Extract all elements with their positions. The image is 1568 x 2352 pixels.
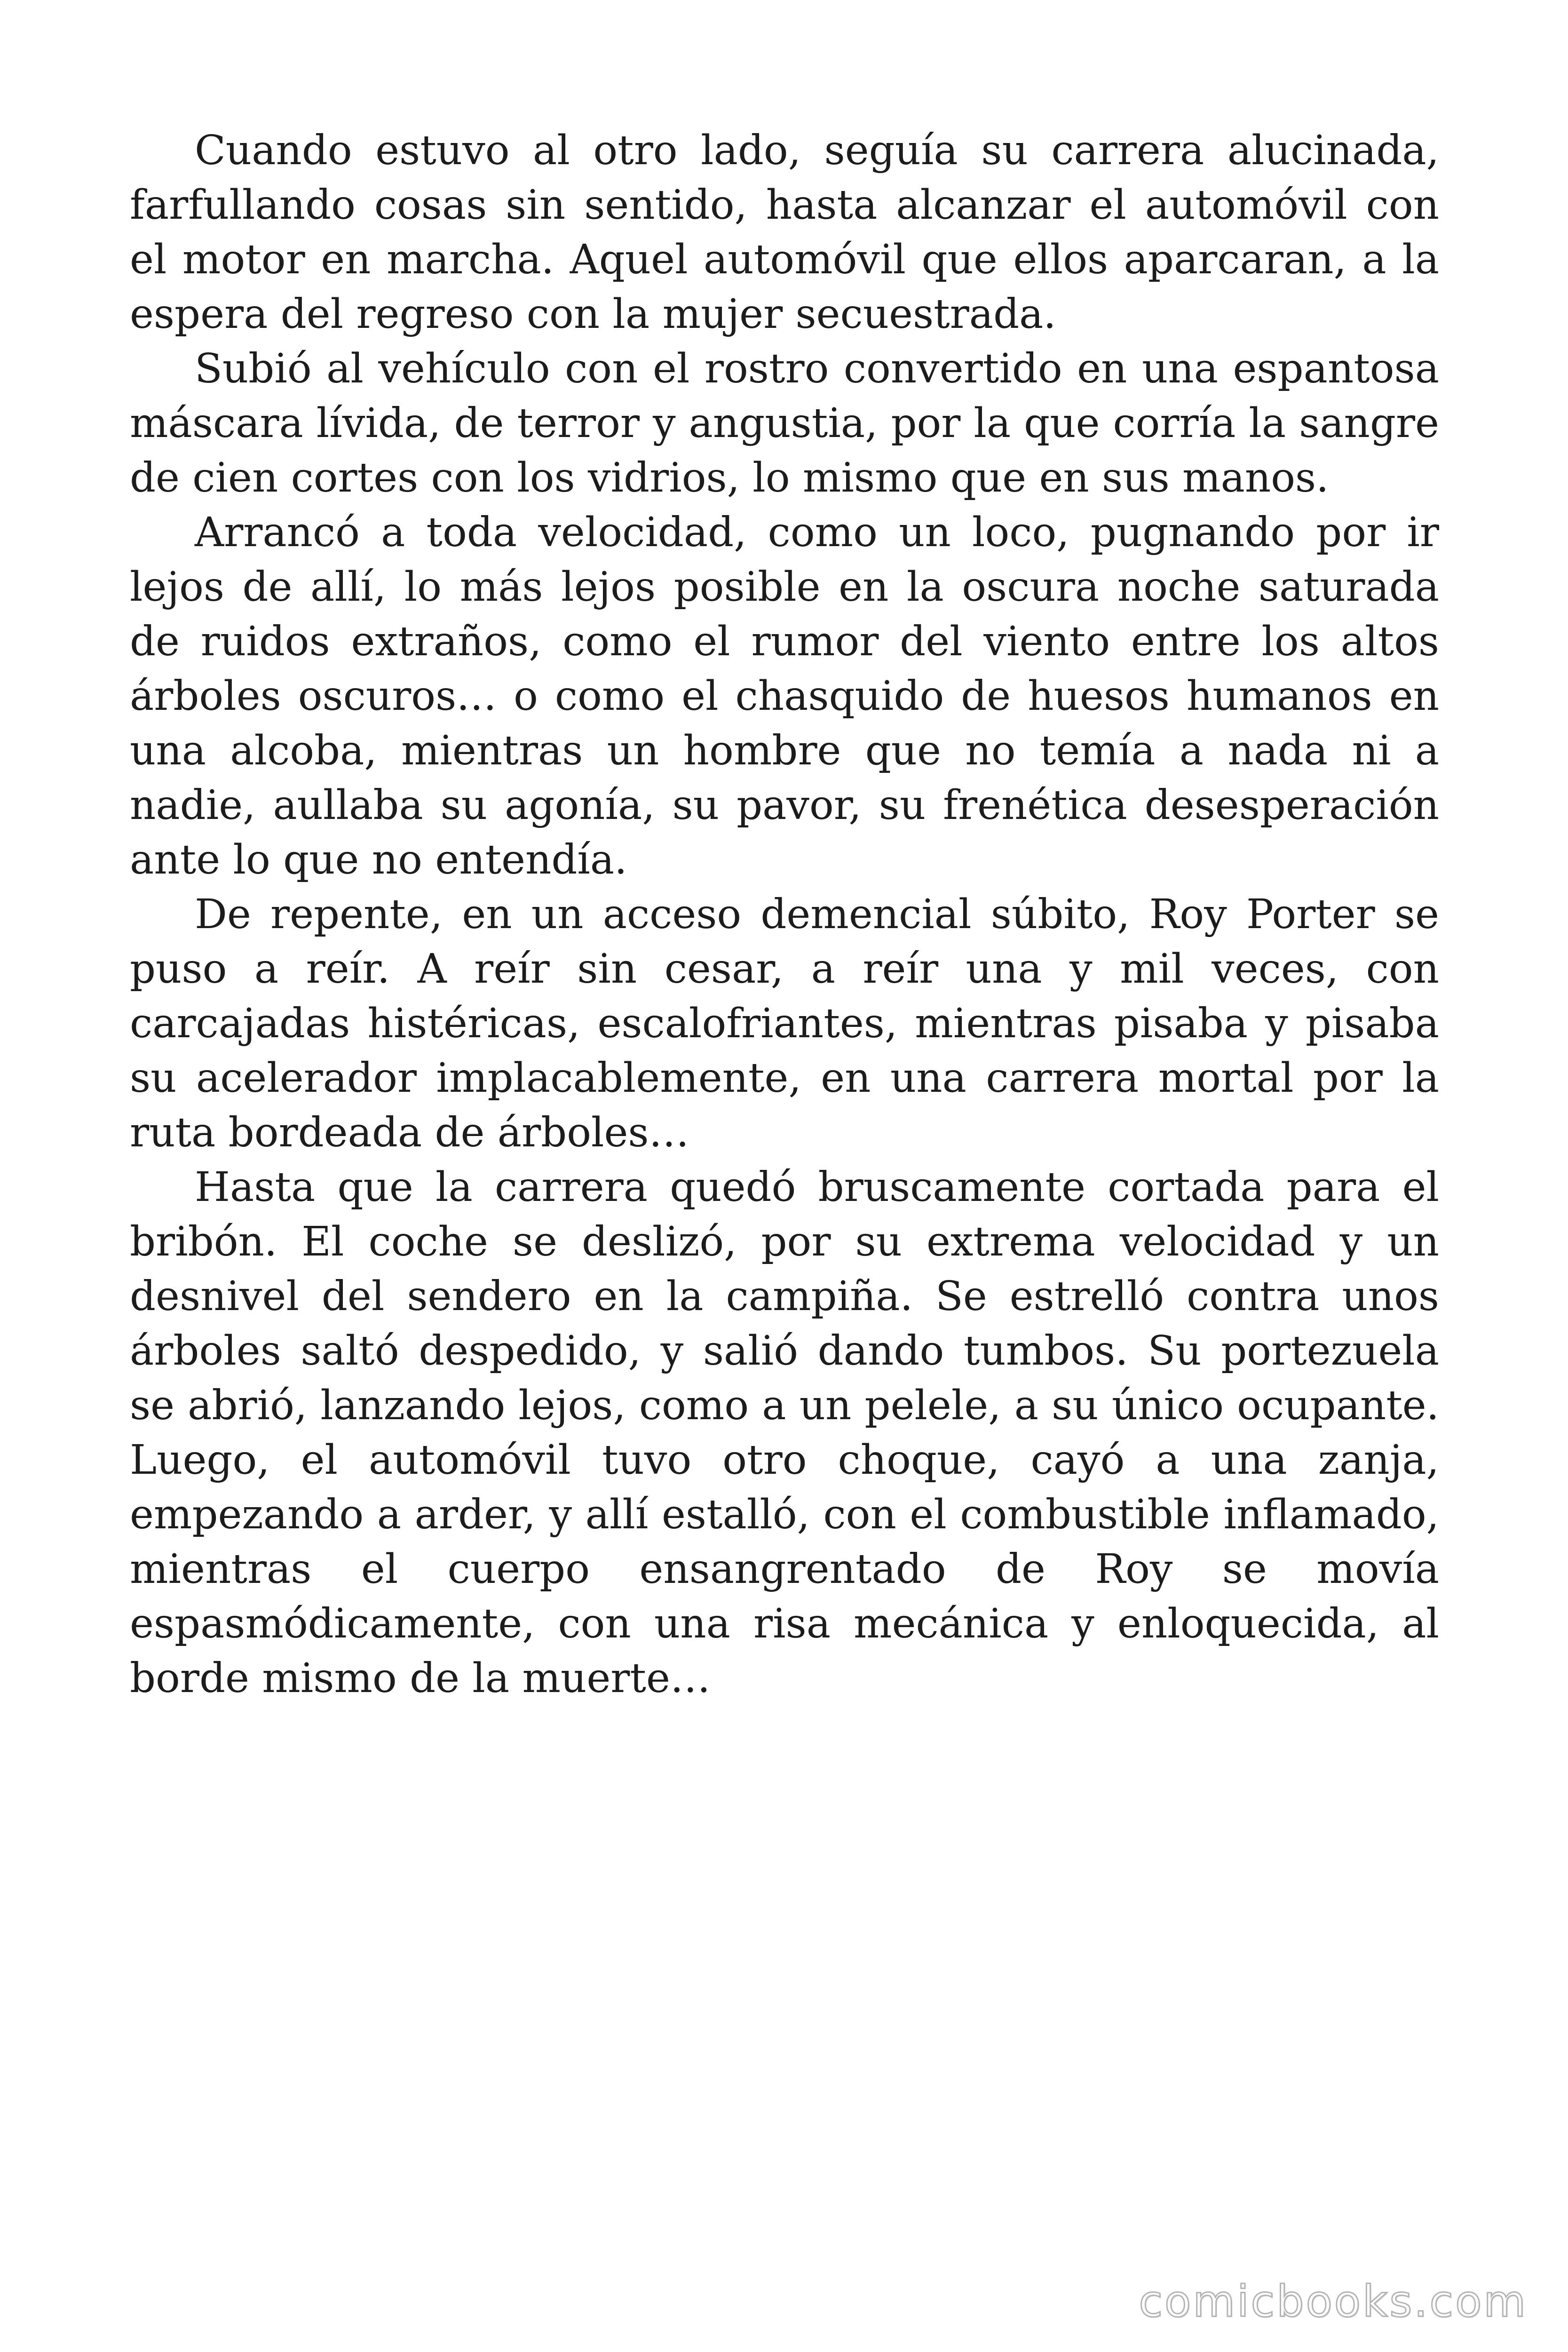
paragraph-5: Hasta que la carrera quedó bruscamente cortada para el bribón. El coche se deslizó, por su extrema velocidad y un desnivel del sendero en la campiña. Se estrelló contra unos árboles saltó despedido, y salió dando tumbos. Su portezuela se abrió, lanzando lejos, como a un pelele, a su único ocupante. Luego, el automóvil tuvo otro choque, cayó a una zanja, empezando a arder, y allí estalló, con el combustible inflamado, mientras el cuerpo ensangrentado de Roy se movía espasmódicamente, con una risa mecánica y enloquecida, al borde mismo de la muerte… bbox=[130, 1164, 1439, 1702]
paragraph-3: Arrancó a toda velocidad, como un loco, pugnando por ir lejos de allí, lo más lejos posible en la oscura noche saturada de ruidos extraños, como el rumor del viento entre los altos árboles oscuros… o como el chasquido de huesos humanos en una alcoba, mientras un hombre que no temía a nada ni a nadie, aullaba su agonía, su pavor, su frenética desesperación ante lo que no entendía. bbox=[130, 509, 1439, 883]
paragraph-1: Cuando estuvo al otro lado, seguía su carrera alucinada, farfullando cosas sin sentido, hasta alcanzar el automóvil con el motor en marcha. Aquel automóvil que ellos aparcaran, a la espera del regreso con la mujer secuestrada. bbox=[130, 127, 1439, 338]
paragraph-4: De repente, en un acceso demencial súbito, Roy Porter se puso a reír. A reír sin cesar, a reír una y mil veces, con carcajadas histéricas, escalofriantes, mientras pisaba y pisaba su acelerador implacablemente, en una carrera mortal por la ruta bordeada de árboles… bbox=[130, 891, 1439, 1156]
body-text bbox=[130, 123, 1439, 1706]
watermark-logo: comicbooks.com bbox=[1139, 2276, 1528, 2327]
paragraph-2: Subió al vehículo con el rostro convertido en una espantosa máscara lívida, de terror y angustia, por la que corría la sangre de cien cortes con los vidrios, lo mismo que en sus manos. bbox=[130, 345, 1439, 501]
